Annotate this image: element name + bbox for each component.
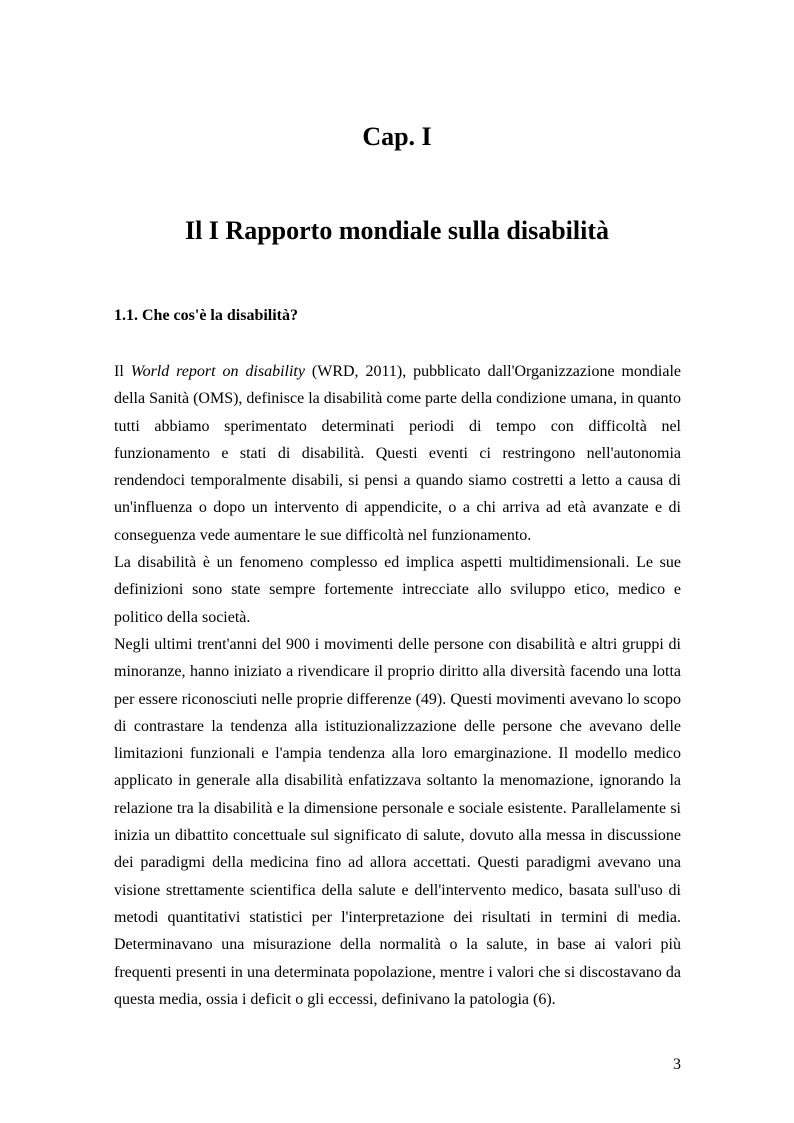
chapter-title: Il I Rapporto mondiale sulla disabilità bbox=[184, 216, 610, 245]
paragraph-2: La disabilità è un fenomeno complesso ed implica aspetti multidimensionali. Le sue definizioni sono state sempre fortemente intrecciate allo sviluppo etico, medico e politico della società. bbox=[114, 554, 681, 626]
page-number: 3 bbox=[673, 1056, 681, 1073]
section-heading: 1.1. Che cos'è la disabilità? bbox=[114, 307, 299, 324]
report-title-italic: World report on disability bbox=[130, 363, 305, 380]
paragraph-1 bbox=[114, 358, 681, 549]
paragraph-1-start: Il bbox=[114, 363, 131, 380]
paragraph-1-rest: (WRD, 2011), pubblicato dall'Organizzazione mondiale della Sanità (OMS), definisce la disabilità come parte della condizione umana, in quanto tutti abbiamo sperimentato determinati periodi di tempo con difficoltà nel funzionamento e stati di disabilità. Questi eventi ci restringono nell'autonomia rendendoci temporalmente disabili, si pensi a quando siamo costretti a letto a causa di un'influenza o dopo un intervento di appendicite, o a chi arriva ad età avanzate e di conseguenza vede aumentare le sue difficoltà nel funzionamento. bbox=[114, 363, 682, 544]
chapter-label: Cap. I bbox=[362, 122, 432, 151]
paragraph-3: Negli ultimi trent'anni del 900 i movimenti delle persone con disabilità e altri gruppi di minoranze, hanno iniziato a rivendicare il proprio diritto alla diversità facendo una lotta per essere riconosciuti nelle proprie differenze (49). Questi movimenti avevano lo scopo di contrastare la tendenza alla istituzionalizzazione delle persone che avevano delle limitazioni funzionali e l'ampia tendenza alla loro emarginazione. Il modello medico applicato in generale alla disabilità enfatizzava soltanto la menomazione, ignorando la relazione tra la disabilità e la dimensione personale e sociale esistente. Parallelamente si inizia un dibattito concettuale sul significato di salute, dovuto alla messa in discussione dei paradigmi della medicina fino ad allora accettati. Questi paradigmi avevano una visione strettamente scientifica della salute e dell'intervento medico, basata sull'uso di metodi quantitativi statistici per l'interpretazione dei risultati in termini di media. Determinavano una misurazione della normalità o la salute, in base ai valori più frequenti presenti in una determinata popolazione, mentre i valori che si discostavano da questa media, ossia i deficit o gli eccessi, definivano la patologia (6). bbox=[114, 635, 681, 1008]
body-text bbox=[114, 358, 681, 1013]
